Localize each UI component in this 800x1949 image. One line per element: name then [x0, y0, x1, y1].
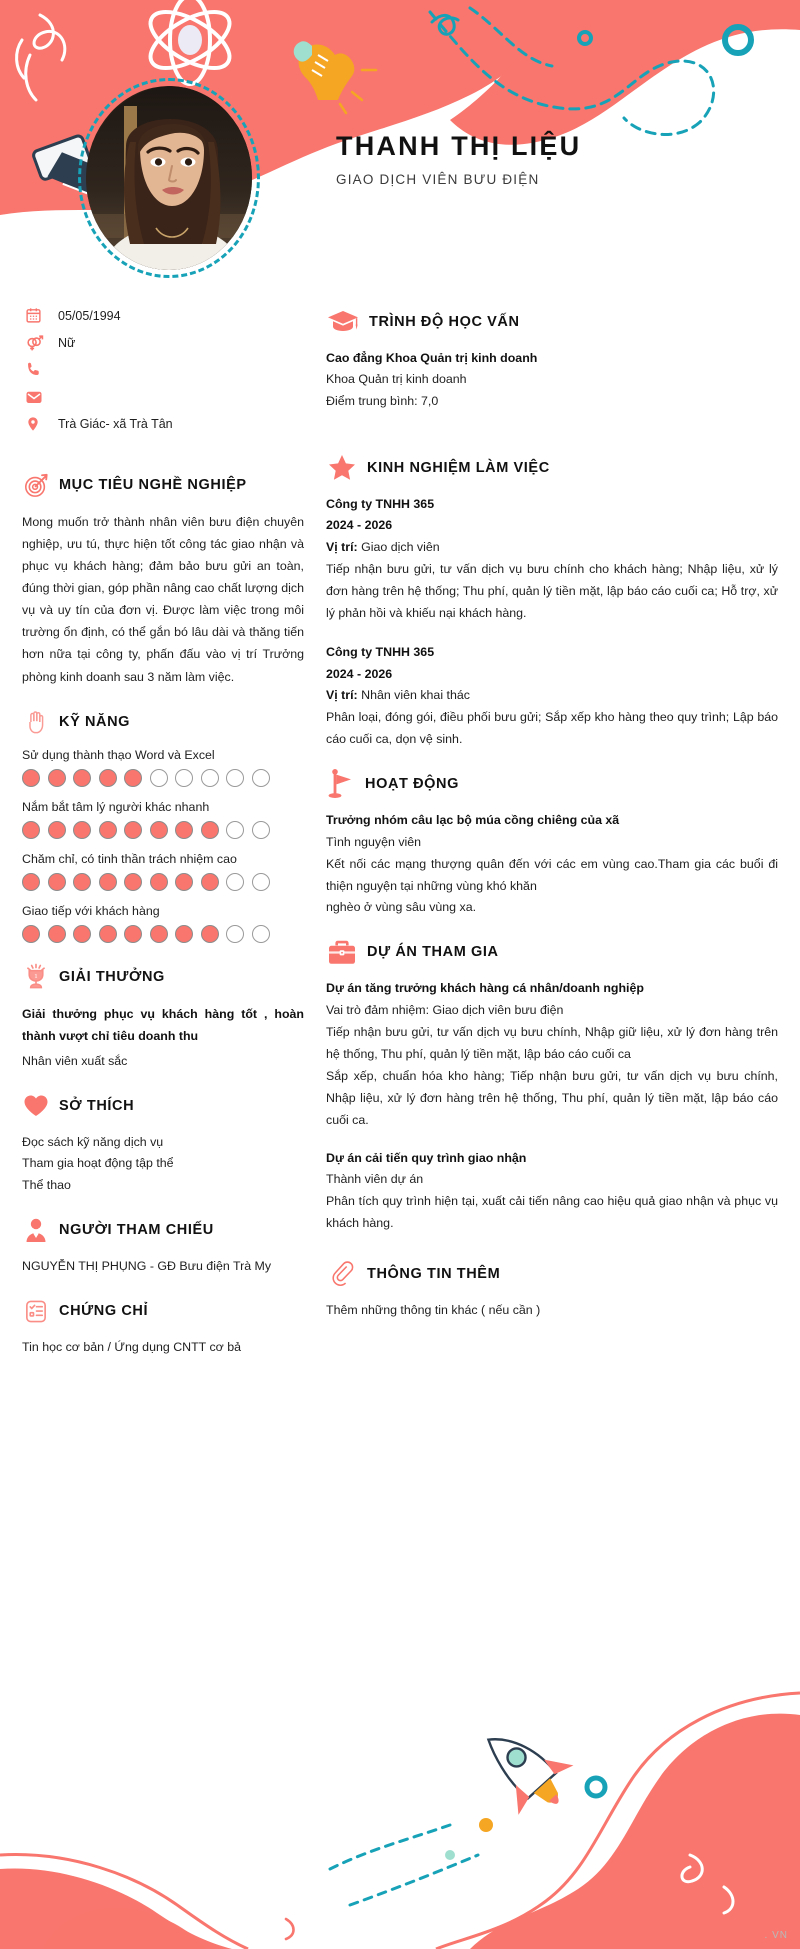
reference-header	[22, 1216, 304, 1244]
skill-dot-filled	[22, 925, 40, 943]
skills-list	[22, 748, 304, 943]
hobbies-title: SỞ THÍCH	[59, 1098, 135, 1115]
objective-text: Mong muốn trở thành nhân viên bưu điện chuyên nghiệp, ưu tú, thực hiện tốt công tác giao nhận và phục vụ khách hàng; đảm bảo bưu gửi an toàn, đúng thời gian, góp phần nâng cao chất lượng dịch vụ và uy tín của đơn vị. Được làm việc trong môi trường ổn định, có thể gắn bó lâu dài và thăng tiến hơn nữa tại công ty, phấn đấu vào vị trí Trưởng phòng kinh doanh sau 3 năm làm việc.	[22, 515, 304, 684]
education-header	[326, 308, 778, 336]
project-name: Dự án cải tiến quy trình giao nhận	[326, 1150, 527, 1165]
name-block	[336, 130, 766, 187]
job-title: GIAO DỊCH VIÊN BƯU ĐIỆN	[336, 172, 540, 188]
project-item	[326, 978, 778, 1131]
project-name: Dự án tăng trưởng khách hàng cá nhân/doanh nghiệp	[326, 981, 644, 996]
rocket-icon	[468, 1709, 586, 1828]
gender-icon	[22, 333, 54, 352]
certificate-header	[22, 1297, 304, 1325]
skill-dot-filled	[124, 873, 142, 891]
right-column	[326, 302, 778, 1322]
svg-text:1: 1	[34, 972, 38, 980]
job-position-value: Giao dịch viên	[357, 539, 440, 554]
job-position-value: Nhân viên khai thác	[357, 687, 470, 702]
contact-item-phone	[22, 356, 304, 383]
calendar-icon	[22, 307, 54, 324]
section-awards	[22, 963, 304, 1072]
location-icon	[22, 415, 54, 433]
skill-dot-filled	[175, 925, 193, 943]
section-hobbies	[22, 1092, 304, 1196]
skill-dot-filled	[201, 873, 219, 891]
skill-dot-filled	[99, 873, 117, 891]
job-period: 2024 - 2026	[326, 666, 393, 681]
skill-dot-filled	[22, 873, 40, 891]
section-reference	[22, 1216, 304, 1277]
skill-dot-filled	[99, 769, 117, 787]
skill-dot-empty	[226, 769, 244, 787]
skill-dot-filled	[124, 769, 142, 787]
checklist-icon	[22, 1297, 50, 1325]
reference-text: NGUYỄN THỊ PHỤNG - GĐ Bưu điện Trà My	[22, 1259, 272, 1274]
additional-header	[326, 1260, 778, 1288]
contact-item-gender	[22, 329, 304, 356]
experience-item	[326, 494, 778, 624]
skill-dot-empty	[252, 821, 270, 839]
job-description: Tiếp nhận bưu gửi, tư vấn dịch vụ bưu chính cho khách hàng; Nhập liệu, xử lý đơn hàng trên hệ thống; Thu phí, quản lý tiền mặt, lập báo cáo cuối ca; Hỗ trợ, xử lý phản hồi và khiếu nại khách hàng.	[326, 561, 778, 621]
trophy-icon	[22, 963, 50, 991]
skill-rating	[22, 821, 304, 839]
skill-dot-filled	[48, 873, 66, 891]
projects-title: DỰ ÁN THAM GIA	[367, 944, 499, 961]
skill-dot-filled	[124, 821, 142, 839]
star-icon	[326, 454, 358, 482]
job-company: Công ty TNHH 365	[326, 645, 435, 660]
education-gpa: Điểm trung bình: 7,0	[326, 393, 439, 408]
awards-header	[22, 963, 304, 991]
hobbies-header	[22, 1092, 304, 1120]
skill-dot-filled	[175, 821, 193, 839]
skill-dot-filled	[99, 821, 117, 839]
section-skills	[22, 708, 304, 943]
flag-icon	[326, 770, 356, 798]
experience-item	[326, 642, 778, 750]
skill-rating	[22, 873, 304, 891]
skill-dot-filled	[175, 873, 193, 891]
activity-heading: Trưởng nhóm câu lạc bộ múa cồng chiêng của xã	[326, 813, 620, 828]
skill-rating	[22, 925, 304, 943]
skill-dot-empty	[226, 873, 244, 891]
skill-dot-empty	[252, 873, 270, 891]
graduation-cap-icon	[326, 308, 360, 336]
avatar-photo	[86, 86, 252, 270]
skills-header	[22, 708, 304, 736]
certificate-title: CHỨNG CHỈ	[59, 1303, 149, 1320]
footer-blob-graphic	[0, 1619, 800, 1949]
reference-title: NGƯỜI THAM CHIẾU	[59, 1222, 214, 1239]
skill-dot-empty	[150, 769, 168, 787]
job-position-label: Vị trí:	[326, 687, 358, 702]
heart-icon	[22, 1092, 50, 1120]
projects-list	[326, 978, 778, 1234]
gender-value: Nữ	[58, 335, 76, 350]
certificate-text: Tin học cơ bản / Ứng dụng CNTT cơ bả	[22, 1340, 241, 1355]
left-column	[22, 302, 304, 1359]
page-title: THANH THỊ LIỆU	[336, 131, 582, 161]
skill-dot-empty	[175, 769, 193, 787]
objective-title: MỤC TIÊU NGHỀ NGHIỆP	[59, 477, 247, 493]
skills-title: KỸ NĂNG	[59, 713, 131, 730]
section-education	[326, 308, 778, 412]
skill-dot-filled	[150, 821, 168, 839]
project-item	[326, 1148, 778, 1235]
hobby-item: Thể thao	[22, 1177, 71, 1192]
hobbies-list	[22, 1132, 304, 1196]
job-period: 2024 - 2026	[326, 518, 393, 533]
address-value: Trà Giác- xã Trà Tân	[58, 416, 173, 431]
project-role: Vai trò đảm nhiệm: Giao dịch viên bưu điện	[326, 1002, 564, 1017]
paperclip-icon	[326, 1260, 358, 1288]
job-position	[326, 685, 778, 706]
skill-dot-empty	[201, 769, 219, 787]
education-school: Cao đẳng Khoa Quản trị kinh doanh	[326, 351, 538, 365]
skill-dot-filled	[201, 821, 219, 839]
objective-header	[22, 471, 304, 499]
contact-list	[22, 302, 304, 437]
skill-dot-filled	[48, 821, 66, 839]
section-certificate	[22, 1297, 304, 1358]
skill-dot-filled	[73, 821, 91, 839]
section-activities	[326, 770, 778, 918]
briefcase-icon	[326, 938, 358, 966]
additional-title: THÔNG TIN THÊM	[367, 1266, 501, 1283]
project-description-extra: Sắp xếp, chuẩn hóa kho hàng; Tiếp nhận bưu gửi, tư vấn dịch vụ bưu chính, Nhập liệu, xử lý đơn hàng trên hệ thống, Thu phí, quản lý tiền mặt, lập báo cáo cuối ca.	[326, 1069, 778, 1128]
hobby-item: Tham gia hoạt động tập thể	[22, 1156, 174, 1171]
section-additional	[326, 1260, 778, 1321]
skill-dot-filled	[48, 769, 66, 787]
section-objective	[22, 471, 304, 688]
email-icon	[22, 388, 54, 406]
skill-dot-filled	[73, 873, 91, 891]
section-projects	[326, 938, 778, 1234]
section-experience	[326, 454, 778, 750]
activities-title: HOẠT ĐỘNG	[365, 776, 460, 793]
job-position	[326, 537, 778, 558]
skill-dot-empty	[252, 769, 270, 787]
footer-decoration	[0, 1619, 800, 1949]
skill-label: Giao tiếp với khách hàng	[22, 903, 160, 918]
skill-label: Sử dụng thành thạo Word và Excel	[22, 747, 215, 762]
job-position-label: Vị trí:	[326, 539, 358, 554]
skill-dot-empty	[226, 821, 244, 839]
contact-item-address	[22, 410, 304, 437]
activity-role: Tình nguyện viên	[326, 834, 422, 849]
avatar	[78, 78, 260, 278]
skill-dot-filled	[73, 925, 91, 943]
watermark: . VN	[764, 1930, 788, 1941]
skill-dot-filled	[150, 873, 168, 891]
skill-rating	[22, 769, 304, 787]
education-title: TRÌNH ĐỘ HỌC VẤN	[369, 314, 520, 330]
skill-dot-filled	[22, 821, 40, 839]
skill-dot-filled	[48, 925, 66, 943]
project-description: Tiếp nhận bưu gửi, tư vấn dịch vụ bưu chính, Nhập giữ liệu, xử lý đơn hàng trên hệ thống, Thu phí, quản lý tiền mặt, lập báo cáo cuối ca	[326, 1025, 778, 1062]
skill-dot-filled	[124, 925, 142, 943]
skill-dot-filled	[150, 925, 168, 943]
person-icon	[22, 1216, 50, 1244]
skill-dot-empty	[252, 925, 270, 943]
experience-header	[326, 454, 778, 482]
project-role: Thành viên dự án	[326, 1171, 424, 1186]
contact-item-birthday	[22, 302, 304, 329]
hobby-item: Đọc sách kỹ năng dịch vụ	[22, 1135, 164, 1150]
projects-header	[326, 938, 778, 966]
activities-header	[326, 770, 778, 798]
skill-dot-filled	[201, 925, 219, 943]
target-icon	[22, 471, 50, 499]
jobs-list	[326, 494, 778, 750]
awards-title: GIẢI THƯỞNG	[59, 968, 165, 985]
phone-icon	[22, 361, 54, 378]
skill-dot-filled	[73, 769, 91, 787]
activity-desc: Kết nối các mạng thượng quân đến với các em vùng cao.Tham gia các buổi đi thiện nguyện tại những vùng khó khăn	[326, 857, 778, 894]
skill-label: Chăm chỉ, có tinh thần trách nhiệm cao	[22, 851, 237, 866]
additional-text: Thêm những thông tin khác ( nếu cần )	[326, 1303, 541, 1318]
award-sub: Nhân viên xuất sắc	[22, 1053, 128, 1068]
skill-dot-empty	[226, 925, 244, 943]
skill-dot-filled	[99, 925, 117, 943]
birthday-value: 05/05/1994	[58, 308, 121, 323]
experience-title: KINH NGHIỆM LÀM VIỆC	[367, 459, 550, 476]
skill-dot-filled	[22, 769, 40, 787]
job-description: Phân loại, đóng gói, điều phối bưu gửi; Sắp xếp kho hàng theo quy trình; Lập báo cáo cuối ca, dọn vệ sinh.	[326, 710, 778, 747]
skill-label: Nắm bắt tâm lý người khác nhanh	[22, 799, 210, 814]
activity-desc2: nghèo ở vùng sâu vùng xa.	[326, 900, 477, 915]
contact-item-email	[22, 383, 304, 410]
award-main: Giải thưởng phục vụ khách hàng tốt , hoàn thành vượt chỉ tiêu doanh thu	[22, 1006, 304, 1043]
project-description: Phân tích quy trình hiện tại, xuất cải tiến nâng cao hiệu quả giao nhận và phục vụ khách hàng.	[326, 1194, 778, 1231]
education-major: Khoa Quản trị kinh doanh	[326, 372, 467, 387]
job-company: Công ty TNHH 365	[326, 496, 435, 511]
hand-icon	[22, 708, 50, 736]
